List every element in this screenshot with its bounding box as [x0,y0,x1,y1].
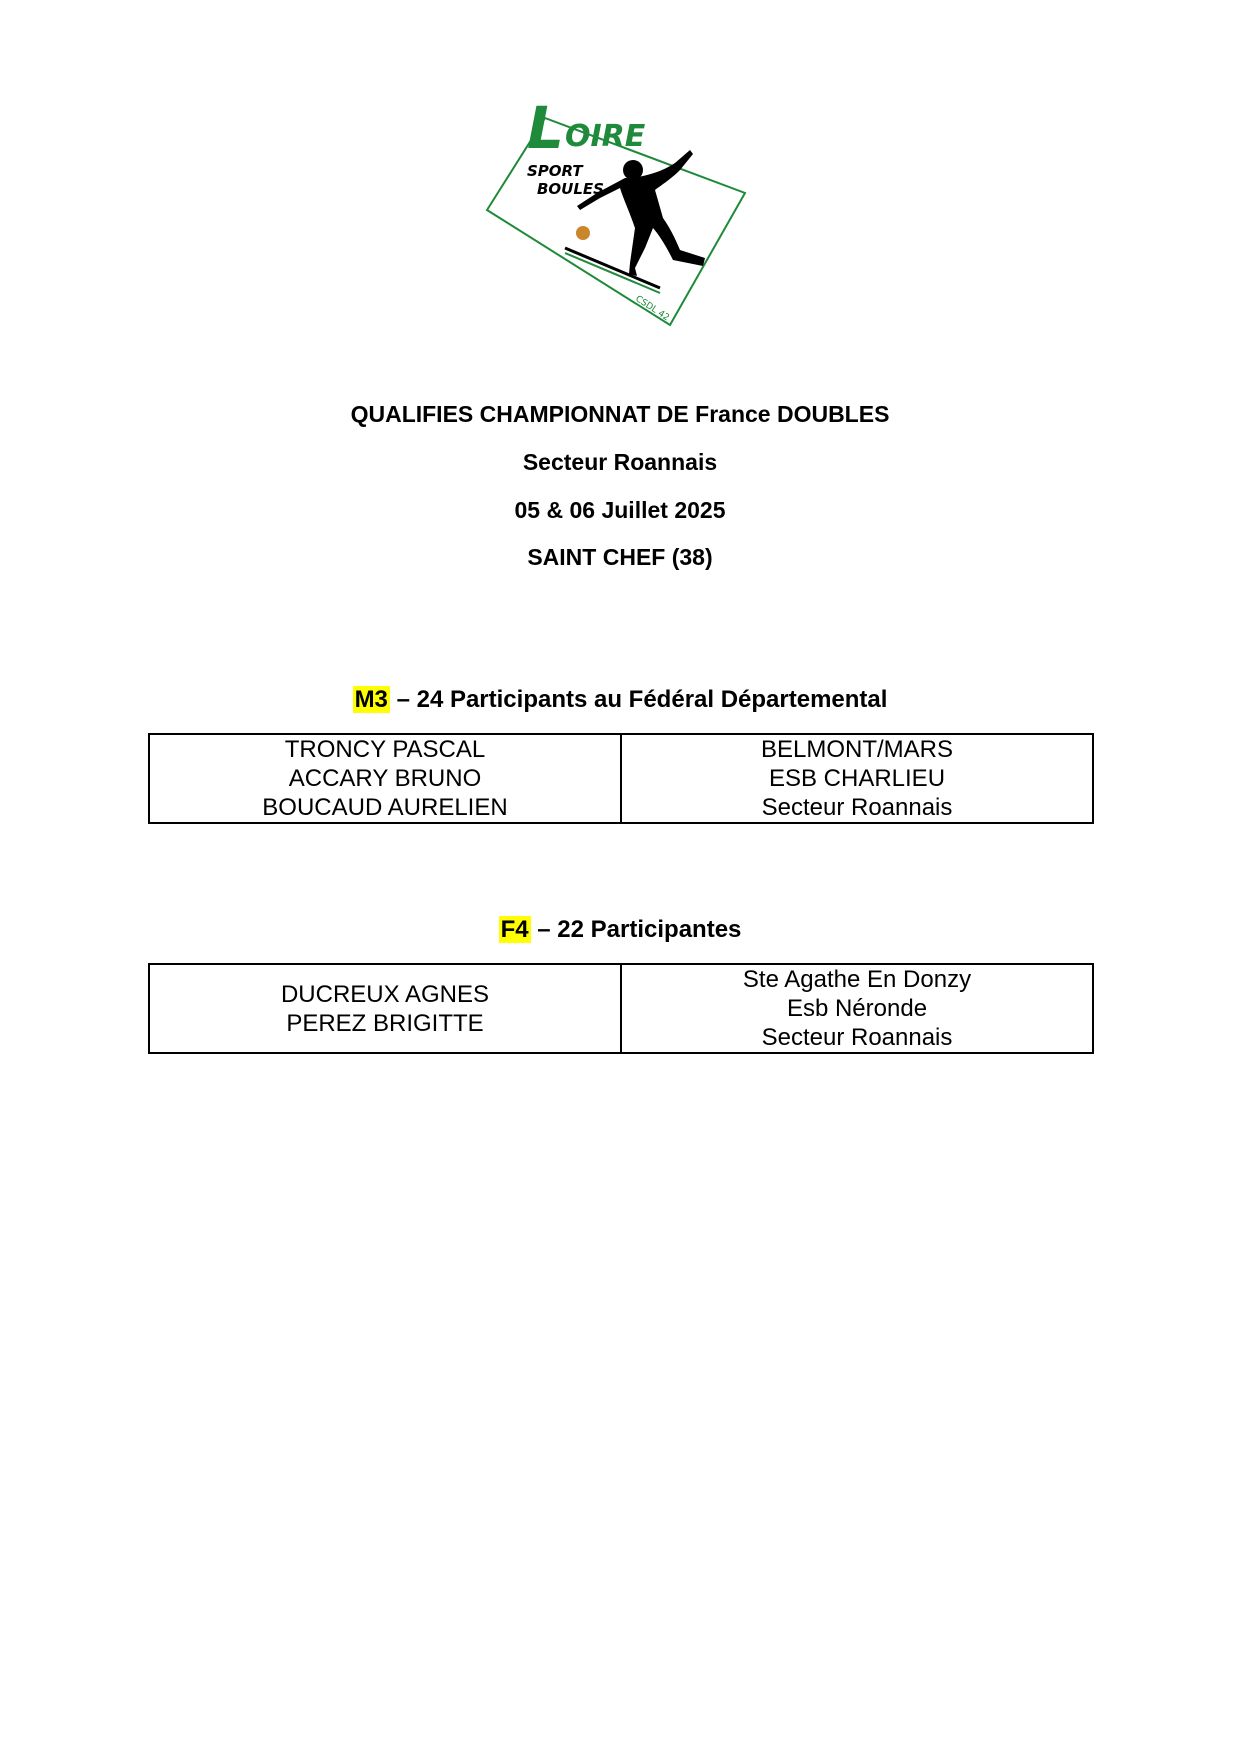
player-silhouette-icon [577,150,705,276]
players-cell [149,734,621,823]
club-name: Esb Néronde [786,995,928,1022]
header-sector: Secteur Roannais [522,449,718,475]
club-name: Secteur Roannais [761,794,953,821]
logo-big-letter: L [527,94,564,162]
logo-title-rest: OIRE [565,119,646,154]
logo-line-sport: SPORT [527,162,583,180]
team-table-m3 [148,733,1094,824]
clubs-cell [621,964,1093,1053]
section-code-highlight: F4 [500,916,529,943]
club-name: BELMONT/MARS [760,736,954,763]
header-title: QUALIFIES CHAMPIONNAT DE France DOUBLES [350,401,890,427]
header-dates: 05 & 06 Juillet 2025 [514,497,726,523]
players-cell [149,964,621,1053]
clubs-cell [621,734,1093,823]
section-title-m3 [0,685,1240,715]
team-table-f4 [148,963,1094,1054]
player-name: BOUCAUD AURELIEN [262,794,508,821]
table-row [149,734,1093,823]
boule-icon [576,226,590,240]
player-name: DUCREUX AGNES [280,980,490,1008]
section-code-highlight: M3 [354,686,388,713]
section-title-f4 [0,915,1240,945]
player-name: PEREZ BRIGITTE [286,1009,484,1037]
logo-stamp: CSDL 42 [633,294,671,324]
header-location: SAINT CHEF (38) [527,544,713,570]
player-name: TRONCY PASCAL [284,736,486,763]
section-title-text: – 22 Participantes [530,916,742,943]
logo-line-boules: BOULES [537,180,604,198]
club-name: Secteur Roannais [761,1024,953,1051]
club-name: Ste Agathe En Donzy [742,966,972,993]
table-row [149,964,1093,1053]
player-name: ACCARY BRUNO [288,765,482,792]
section-title-text: – 24 Participants au Fédéral Départemental [389,686,888,713]
logo-graphic [485,78,765,330]
club-name: ESB CHARLIEU [768,765,946,792]
loire-sport-boules-logo [485,78,765,330]
